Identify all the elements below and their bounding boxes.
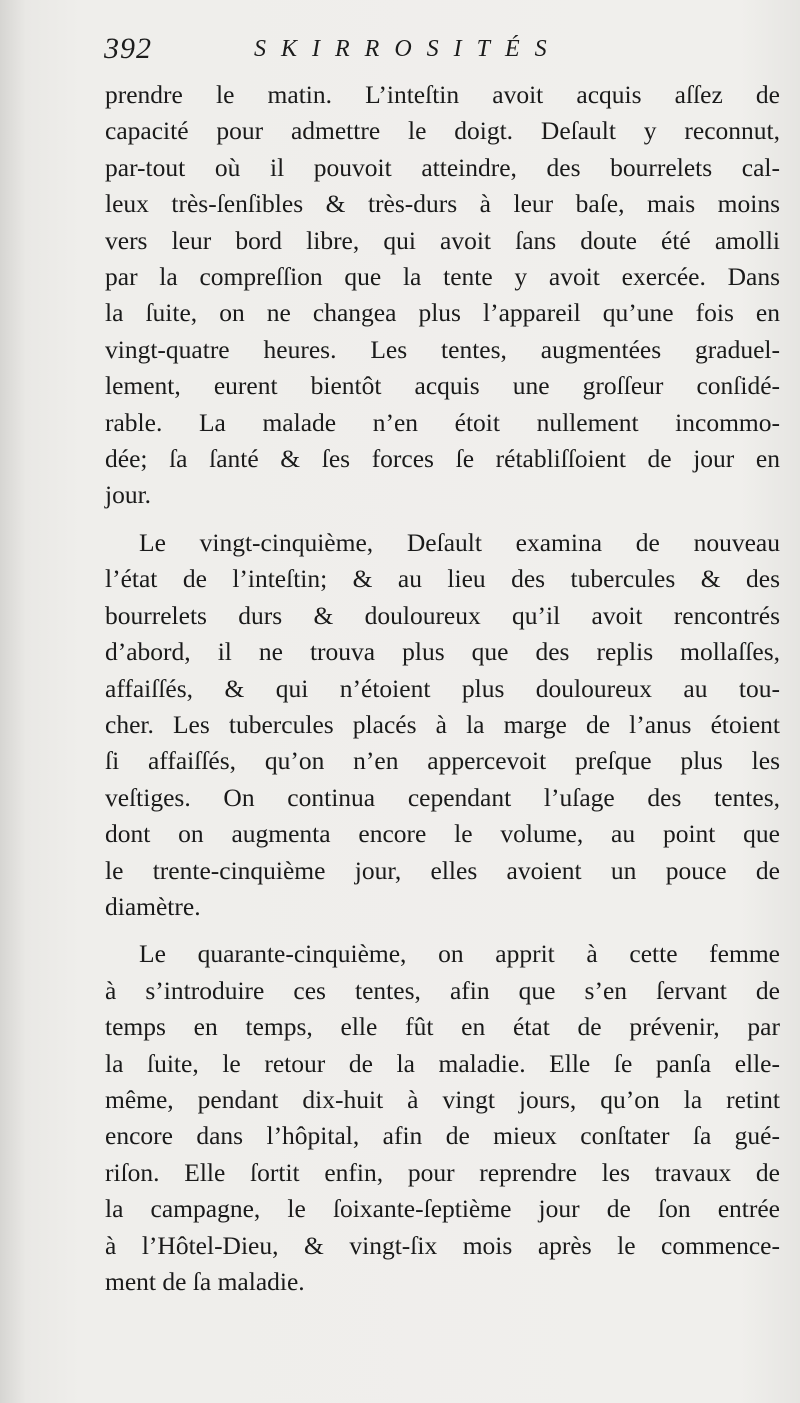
text-line: à l’Hôtel-Dieu, & vingt-ſix mois après le commence- <box>105 1230 780 1260</box>
text-line: dée; ſa ſanté & ſes forces ſe rétabliſſoient de jour en <box>105 444 780 474</box>
text-line: à s’introduire ces tentes, afin que s’en ſervant de <box>105 975 780 1005</box>
text-line: temps en temps, elle fût en état de prévenir, par <box>105 1012 780 1042</box>
text-line: dont on augmenta encore le volume, au point que <box>105 819 780 849</box>
text-line: rable. La malade n’en étoit nullement incommo- <box>105 407 780 437</box>
text-line: ment de ſa maladie. <box>105 1267 305 1296</box>
page-header <box>104 30 784 70</box>
paragraph <box>105 936 780 1300</box>
running-title: SKIRROSITÉS <box>254 36 562 62</box>
text-line: la ſuite, on ne changea plus l’appareil qu’une fois en <box>105 298 780 328</box>
text-line: Le vingt-cinquième, Deſault examina de nouveau <box>139 527 780 557</box>
text-line: capacité pour admettre le doigt. Deſault y reconnut, <box>105 116 780 146</box>
paragraph-gap <box>105 514 780 525</box>
text-line: jour. <box>105 480 152 510</box>
text-line: ſi affaiſſés, qu’on n’en appercevoit preſque plus les <box>105 746 780 776</box>
text-line: la campagne, le ſoixante-ſeptième jour de ſon entrée <box>105 1194 780 1224</box>
paragraph <box>105 77 780 514</box>
text-line: la ſuite, le retour de la maladie. Elle ſe panſa elle- <box>105 1048 780 1078</box>
text-line: cher. Les tubercules placés à la marge de l’anus étoient <box>105 709 780 739</box>
text-line: d’abord, il ne trouva plus que des replis mollaſſes, <box>105 637 780 667</box>
paragraph <box>105 525 780 925</box>
text-line: par la compreſſion que la tente y avoit exercée. Dans <box>105 262 780 292</box>
text-line: le trente-cinquième jour, elles avoient un pouce de <box>105 855 780 885</box>
text-line: par-tout où il pouvoit atteindre, des bourrelets cal- <box>105 152 780 182</box>
paragraph-gap <box>105 925 780 936</box>
text-line: l’état de l’inteſtin; & au lieu des tubercules & des <box>105 564 780 594</box>
text-line: affaiſſés, & qui n’étoient plus douloureux au tou- <box>105 673 780 703</box>
text-line: leux très-ſenſibles & très-durs à leur baſe, mais moins <box>105 189 780 219</box>
text-line: prendre le matin. L’inteſtin avoit acquis aſſez de <box>105 80 780 109</box>
text-line: vingt-quatre heures. Les tentes, augmentées graduel- <box>105 334 780 364</box>
text-line: veſtiges. On continua cependant l’uſage des tentes, <box>105 782 780 812</box>
page-number: 392 <box>104 32 152 65</box>
text-line: Le quarante-cinquième, on apprit à cette femme <box>139 939 780 969</box>
text-line: même, pendant dix-huit à vingt jours, qu’on la retint <box>105 1084 780 1114</box>
text-line: encore dans l’hôpital, afin de mieux conſtater ſa gué- <box>105 1121 780 1151</box>
text-line: vers leur bord libre, qui avoit ſans doute été amolli <box>105 225 780 255</box>
text-line: diamètre. <box>105 891 201 921</box>
text-line: riſon. Elle ſortit enfin, pour reprendre les travaux de <box>105 1157 780 1187</box>
text-line: lement, eurent bientôt acquis une groſſeur conſidé- <box>105 371 780 401</box>
text-line: bourrelets durs & douloureux qu’il avoit rencontrés <box>105 600 780 630</box>
body-text <box>105 77 780 1300</box>
